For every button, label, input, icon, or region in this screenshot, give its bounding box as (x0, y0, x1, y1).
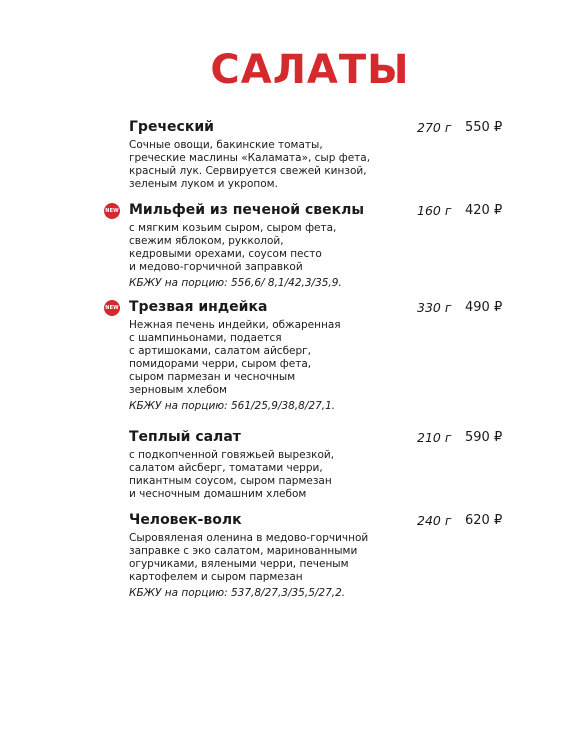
description-line: пикантным соусом, сыром пармезан (129, 475, 332, 487)
item-weight: 240 г (417, 513, 452, 528)
menu-item (129, 512, 509, 600)
item-name: Трезвая индейка (129, 299, 268, 315)
description-line: свежим яблоком, рукколой, (129, 235, 284, 247)
item-weight: 330 г (417, 300, 452, 315)
menu-item (129, 119, 509, 191)
item-name: Человек-волк (129, 512, 242, 528)
description-line: зеленым луком и укропом. (129, 178, 278, 190)
item-description (129, 532, 399, 584)
item-description (129, 319, 379, 397)
item-name: Теплый салат (129, 429, 241, 445)
description-line: с мягким козьим сыром, сыром фета, (129, 222, 337, 234)
item-description (129, 139, 379, 191)
description-line: зерновым хлебом (129, 384, 227, 396)
new-badge: NEW (104, 300, 120, 316)
description-line: сыром пармезан и чесночным (129, 371, 296, 383)
description-line: с шампиньонами, подается (129, 332, 282, 344)
new-badge: NEW (104, 203, 120, 219)
page-title: САЛАТЫ (210, 47, 410, 93)
menu-item (105, 299, 509, 413)
item-price: 620 ₽ (465, 513, 503, 528)
item-name: Мильфей из печеной свеклы (129, 202, 365, 218)
item-kbju: КБЖУ на порцию: 556,6/ 8,1/42,3/35,9. (129, 277, 342, 289)
description-line: салатом айсберг, томатами черри, (129, 462, 323, 474)
description-line: красный лук. Сервируется свежей кинзой, (129, 165, 367, 177)
description-line: картофелем и сыром пармезан (129, 571, 303, 583)
description-line: Сочные овощи, бакинские томаты, (129, 139, 323, 151)
description-line: Нежная печень индейки, обжаренная (129, 319, 341, 331)
item-kbju: КБЖУ на порцию: 561/25,9/38,8/27,1. (129, 400, 336, 412)
description-line: и чесночным домашним хлебом (129, 488, 307, 500)
description-line: и медово-горчичной заправкой (129, 261, 303, 273)
description-line: с артишоками, салатом айсберг, (129, 345, 312, 357)
item-description (129, 222, 379, 274)
item-price: 590 ₽ (465, 430, 503, 445)
item-description (129, 449, 379, 501)
item-weight: 270 г (417, 120, 452, 135)
menu-item (129, 429, 509, 501)
description-line: помидорами черри, сыром фета, (129, 358, 312, 370)
description-line: заправке с эко салатом, маринованными (129, 545, 358, 557)
menu-item (105, 202, 509, 290)
item-weight: 160 г (417, 203, 452, 218)
description-line: огурчиками, вялеными черри, печеным (129, 558, 349, 570)
item-price: 420 ₽ (465, 203, 503, 218)
description-line: греческие маслины «Каламата», сыр фета, (129, 152, 371, 164)
item-kbju: КБЖУ на порцию: 537,8/27,3/35,5/27,2. (129, 587, 346, 599)
item-price: 490 ₽ (465, 300, 503, 315)
description-line: с подкопченной говяжьей вырезкой, (129, 449, 335, 461)
item-weight: 210 г (417, 430, 452, 445)
description-line: Сыровяленая оленина в медово-горчичной (129, 532, 369, 544)
item-name: Греческий (129, 119, 214, 135)
item-price: 550 ₽ (465, 120, 503, 135)
description-line: кедровыми орехами, соусом песто (129, 248, 322, 260)
